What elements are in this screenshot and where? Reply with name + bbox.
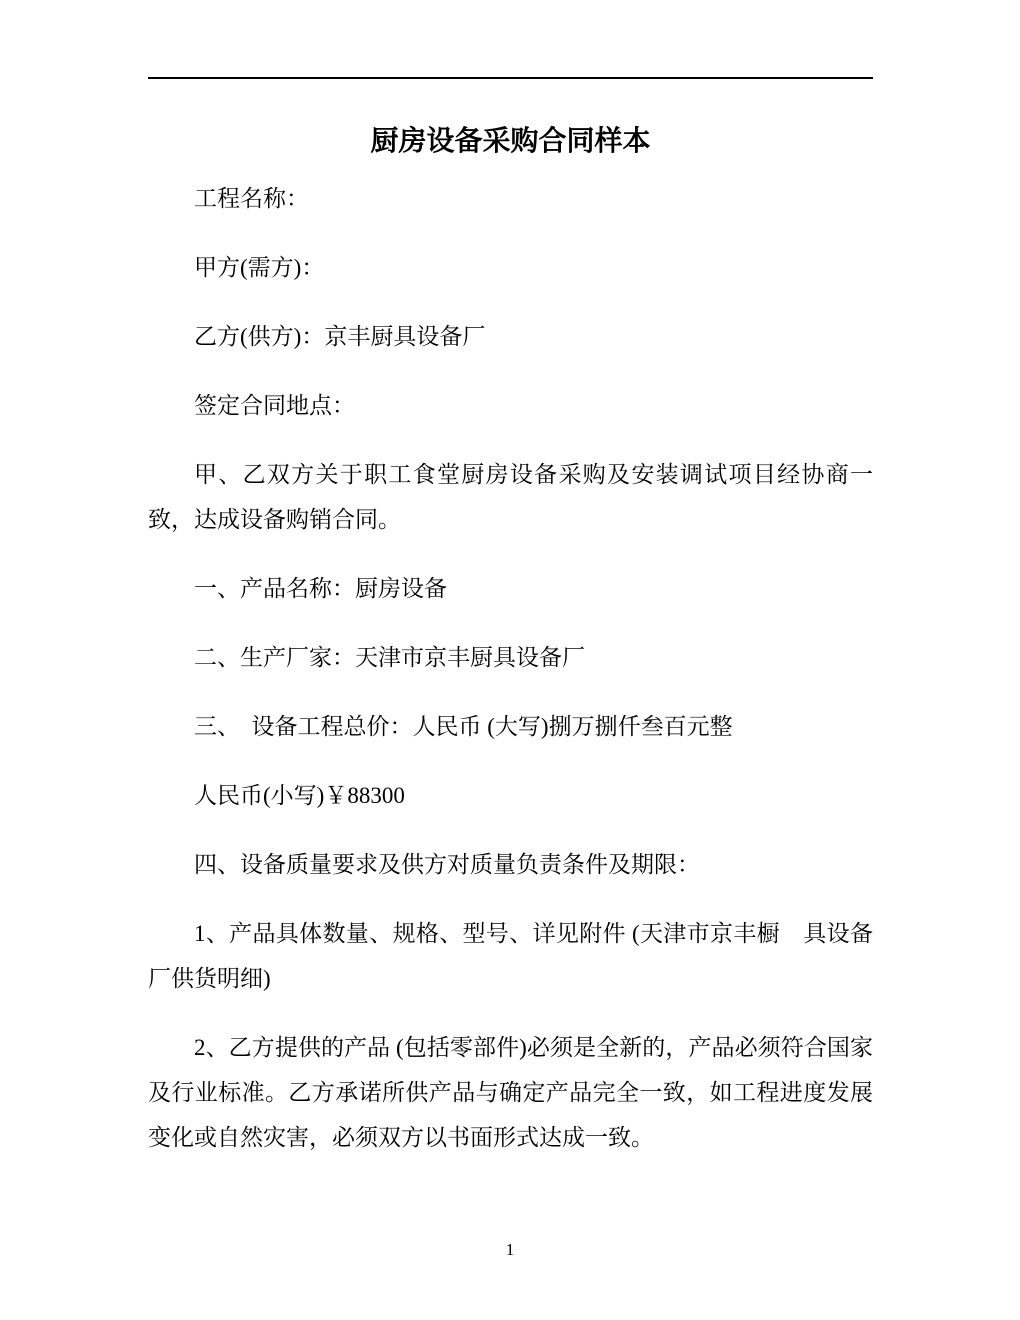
paragraph-project-name: 工程名称：	[194, 186, 309, 211]
paragraph-signing-place: 签定合同地点：	[194, 393, 355, 418]
paragraph-item-1-product: 一、产品名称：厨房设备	[194, 576, 447, 601]
document-body	[148, 126, 873, 1184]
paragraph-item-4-quality: 四、设备质量要求及供方对质量负责条件及期限：	[194, 852, 700, 877]
paragraph-quality-clause-2: 2、乙方提供的产品 (包括零部件)必须是全新的，产品必须符合国家及行业标准。乙方承诺所供产品与确定产品完全一致，如工程进度发展变化或自然灾害，必须双方以书面形式达成一致。	[148, 1035, 873, 1150]
paragraph-item-3-price: 三、 设备工程总价：人民币 (大写)捌万捌仟叁百元整	[194, 714, 733, 739]
page-number: 1	[505, 1240, 515, 1259]
paragraph-quality-clause-1: 1、产品具体数量、规格、型号、详见附件 (天津市京丰橱 具设备厂供货明细)	[148, 921, 873, 991]
paragraph-item-2-maker: 二、生产厂家：天津市京丰厨具设备厂	[194, 645, 585, 670]
paragraph-preamble: 甲、乙双方关于职工食堂厨房设备采购及安装调试项目经协商一致，达成设备购销合同。	[148, 462, 873, 532]
document-title: 厨房设备采购合同样本	[370, 126, 651, 157]
paragraph-party-a: 甲方(需方)：	[194, 255, 325, 280]
paragraph-price-numeric: 人民币(小写)￥88300	[194, 783, 405, 808]
paragraph-party-b: 乙方(供方)：京丰厨具设备厂	[194, 324, 486, 349]
header-rule	[148, 77, 873, 79]
